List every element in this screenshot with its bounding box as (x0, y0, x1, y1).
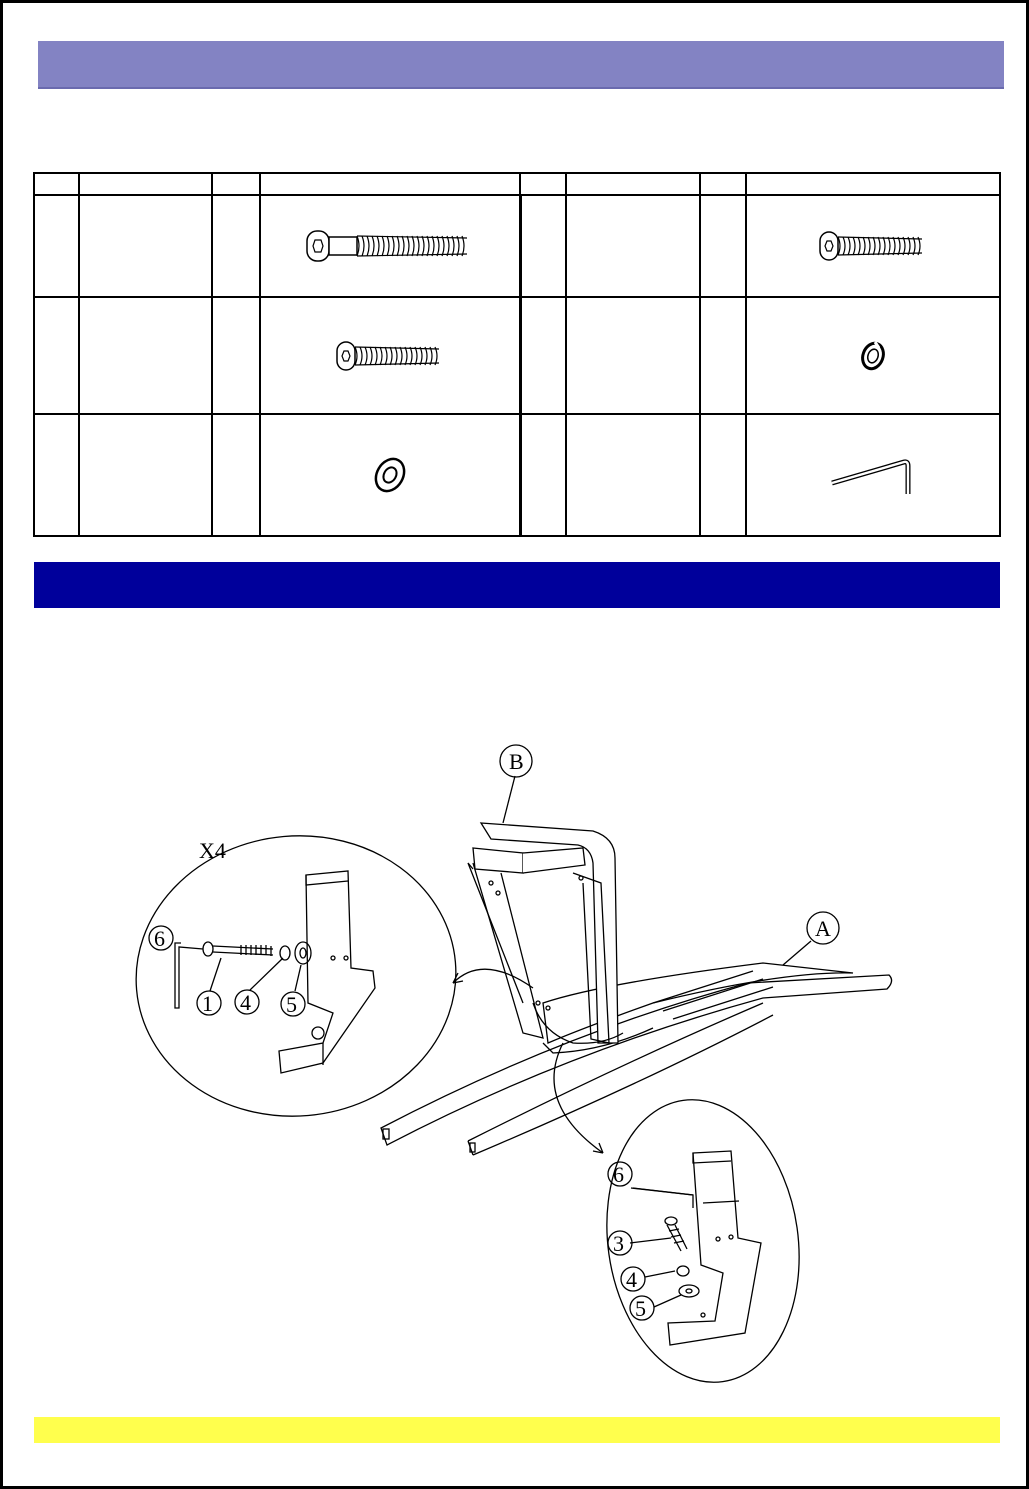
right-detail-illustration (630, 1151, 761, 1345)
callout-number: 4 (240, 990, 251, 1015)
callout-number: 1 (202, 991, 213, 1016)
footer-bar (34, 1417, 1000, 1443)
callout-number: 6 (154, 926, 165, 951)
multiplier-label: X4 (199, 838, 226, 863)
left-detail-illustration (175, 871, 375, 1073)
callout-number: 6 (613, 1162, 624, 1187)
callout-number: 5 (286, 992, 297, 1017)
callout-number: 3 (613, 1231, 624, 1256)
left-detail-bubble (124, 823, 467, 1130)
callout-number: 5 (635, 1296, 646, 1321)
callout-number: 4 (626, 1267, 637, 1292)
assembly-diagram (3, 3, 1026, 1413)
part-label-a: A (815, 916, 831, 941)
part-label-b: B (509, 749, 524, 774)
chair-frame-illustration (381, 776, 892, 1155)
